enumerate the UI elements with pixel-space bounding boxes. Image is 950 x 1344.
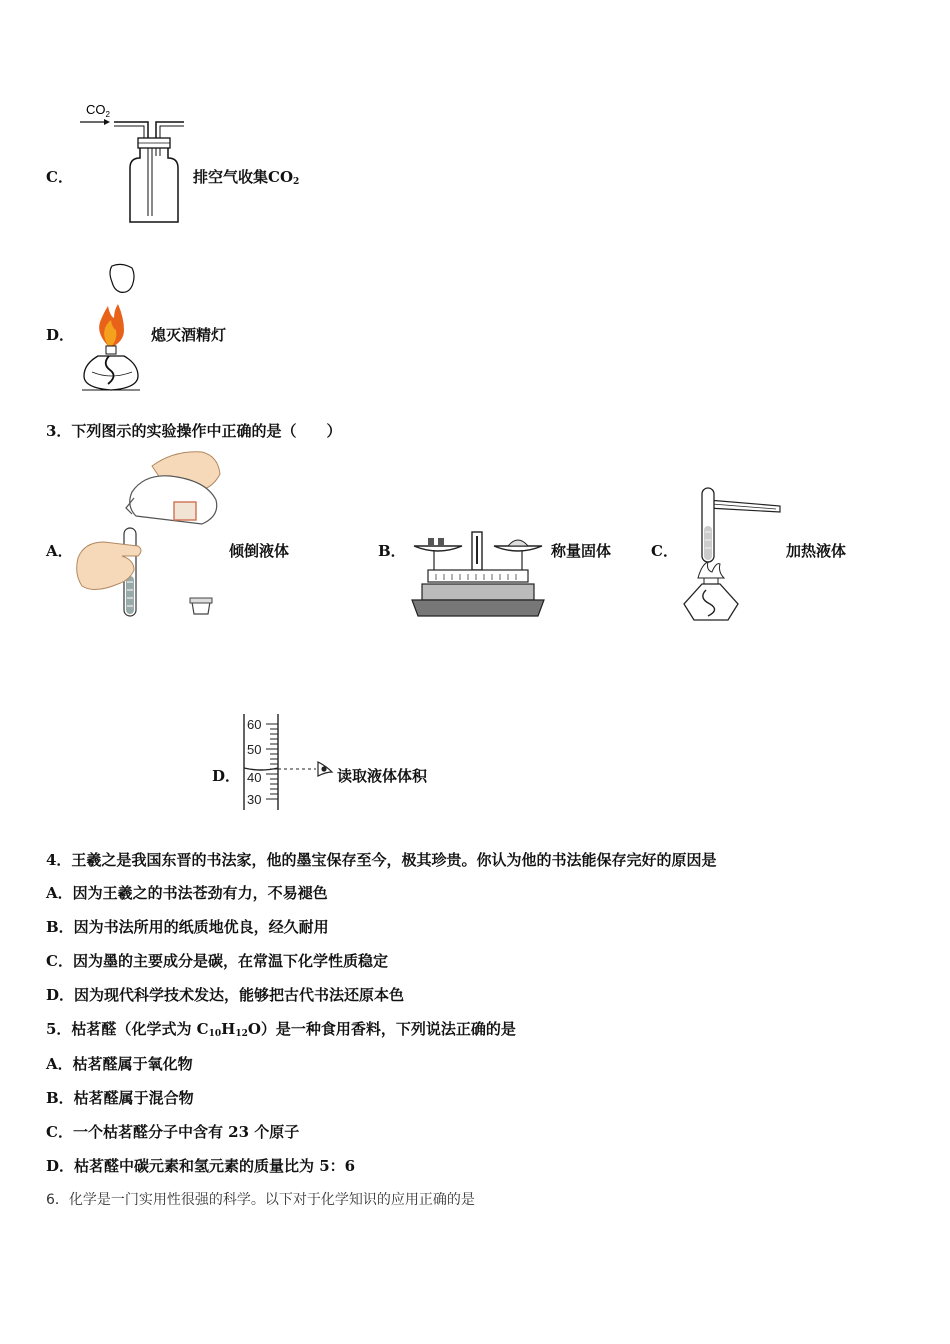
balance-figure	[408, 528, 548, 620]
q3-option-c-caption: 加热液体	[786, 542, 847, 560]
scale-tick-30: 30	[247, 792, 262, 807]
q3-option-d-caption: 读取液体体积	[337, 767, 428, 785]
q4-option-d: D．因为现代科学技术发达，能够把古代书法还原本色	[46, 986, 405, 1004]
alcohol-lamp-figure	[78, 260, 148, 398]
option-c-letter: C．	[46, 168, 73, 186]
scale-tick-40: 40	[247, 770, 262, 785]
co2-figure-label: $CO_2$	[86, 102, 110, 119]
q3-option-d-letter: D．	[212, 767, 241, 785]
q5-option-d: D．枯茗醛中碳元素和氢元素的质量比为 5：6	[46, 1157, 356, 1175]
q3-stem: 3．下列图示的实验操作中正确的是（ ）	[46, 422, 342, 440]
q5-option-a: A．枯茗醛属于氧化物	[46, 1055, 193, 1073]
option-d-letter: D．	[46, 326, 75, 344]
q3-option-b-letter: B．	[378, 542, 406, 560]
q6-stem: 6．化学是一门实用性很强的科学。以下对于化学知识的应用正确的是	[46, 1192, 475, 1208]
q4-option-c: C．因为墨的主要成分是碳，在常温下化学性质稳定	[46, 952, 388, 970]
pouring-liquid-figure	[74, 446, 224, 626]
q3-option-b-caption: 称量固体	[551, 542, 612, 560]
q5-stem: 5．枯茗醛（化学式为 $C_{10}H_{12}O$）是一种食用香料，下列说法正确的是	[46, 1020, 516, 1039]
q3-option-c-letter: C．	[651, 542, 678, 560]
option-d-caption: 熄灭酒精灯	[151, 326, 227, 344]
scale-tick-50: 50	[247, 742, 262, 757]
q5-option-c: C．一个枯茗醛分子中含有 23 个原子	[46, 1123, 300, 1141]
q4-stem: 4．王羲之是我国东晋的书法家，他的墨宝保存至今，极其珍贵。你认为他的书法能保存完好的原因是	[46, 851, 717, 869]
q3-option-a-letter: A．	[46, 542, 73, 560]
heating-liquid-figure	[676, 486, 786, 624]
graduated-cylinder-figure	[238, 712, 338, 812]
q3-option-a-caption: 倾倒液体	[229, 542, 290, 560]
q5-option-b: B．枯茗醛属于混合物	[46, 1089, 194, 1107]
q4-option-b: B．因为书法所用的纸质地优良，经久耐用	[46, 918, 329, 936]
q4-option-a: A．因为王羲之的书法苍劲有力，不易褪色	[46, 884, 328, 902]
gas-bottle-figure	[78, 98, 190, 228]
scale-tick-60: 60	[247, 717, 262, 732]
option-c-caption: 排空气收集$CO_2$	[193, 168, 300, 187]
